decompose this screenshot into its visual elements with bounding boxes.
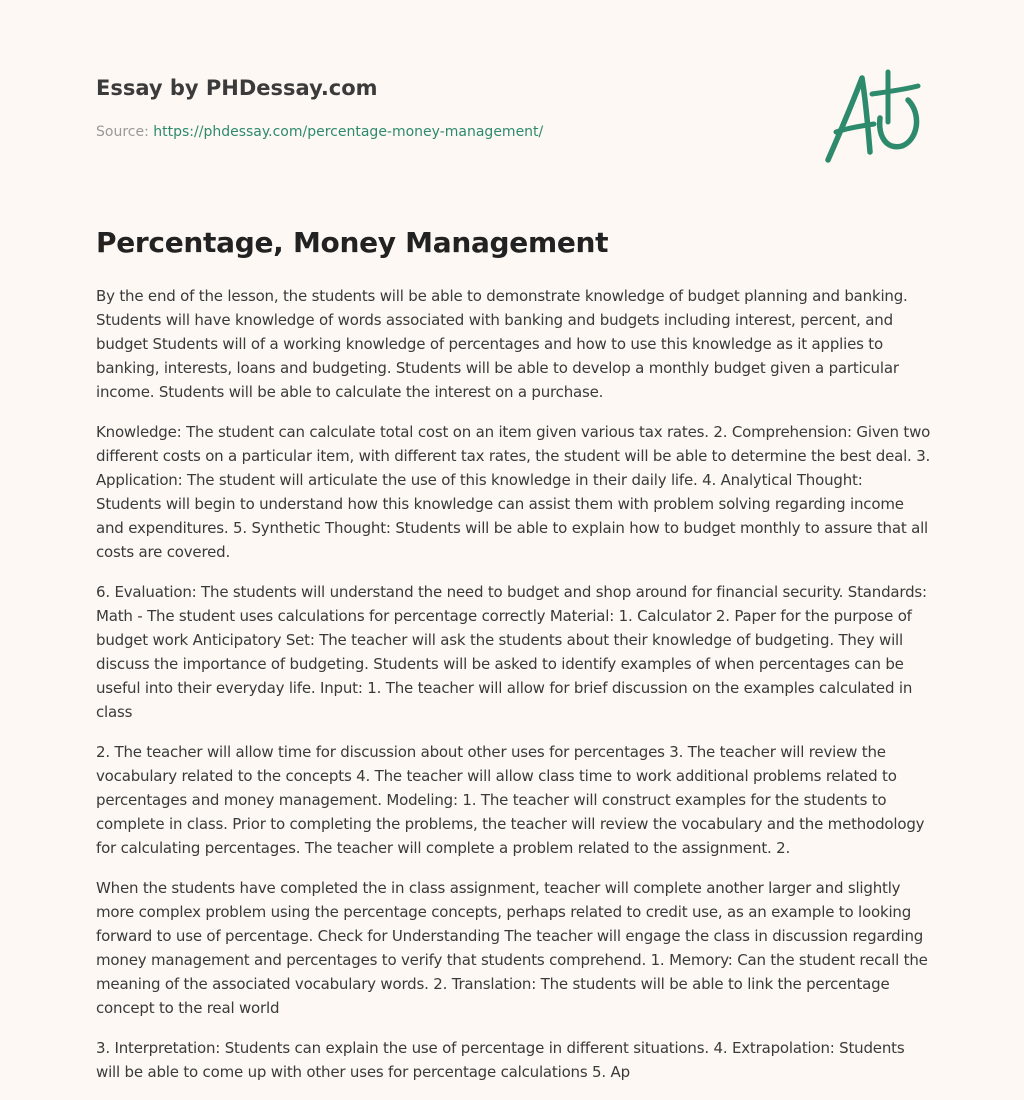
essay-paragraph: By the end of the lesson, the students will be able to demonstrate knowledge of budget planning and banking. Students will have knowledge of words associated with banking and budgets including interest, percent, and budget Students will of a working knowledge of percentages and how to use this knowledge as it applies to banking, interests, loans and budgeting. Students will be able to develop a monthly budget given a particular income. Students will be able to calculate the interest on a purchase.	[96, 287, 908, 401]
essay-paragraph: When the students have completed the in class assignment, teacher will complete another larger and slightly more complex problem using the percentage concepts, perhaps related to credit use, as an example to looking forward to use of percentage. Check for Understanding The teacher will engage the class in discussion regarding money management and percentages to verify that students comprehend. 1. Memory: Can the student recall the meaning of the associated vocabulary words. 2. Translation: The students will be able to link the percentage concept to the real world	[96, 879, 928, 1017]
essay-paragraph: 3. Interpretation: Students can explain the use of percentage in different situations. 4. Extrapolation: Students will be able to come up with other uses for percentage calculations 5. Ap	[96, 1039, 905, 1081]
essay-paragraph: 2. The teacher will allow time for discussion about other uses for percentages 3. The teacher will review the vocabulary related to the concepts 4. The teacher will allow class time to work additional problems related to percentages and money management. Modeling: 1. The teacher will construct examples for the students to complete in class. Prior to completing the problems, the teacher will review the vocabulary and the methodology for calculating percentages. The teacher will complete a problem related to the assignment. 2.	[96, 743, 925, 857]
essay-paragraph: 6. Evaluation: The students will understand the need to budget and shop around for financial security. Standards: Math - The student uses calculations for percentage correctly Material: 1. Calculator 2. Paper for the purpose of budget work Anticipatory Set: The teacher will ask the students about their knowledge of budgeting. They will discuss the importance of budgeting. Students will be asked to identify examples of when percentages can be useful into their everyday life. Input: 1. The teacher will allow for brief discussion on the examples calculated in class	[96, 583, 927, 721]
essay-title: Percentage, Money Management	[96, 226, 609, 259]
source-label: Source:	[96, 124, 149, 140]
site-title: Essay by PHDessay.com	[96, 76, 378, 100]
source-link[interactable]: https://phdessay.com/percentage-money-management/	[153, 124, 544, 140]
essay-body	[96, 284, 932, 1100]
a-plus-logo-icon	[822, 66, 926, 170]
source-line	[96, 124, 543, 140]
essay-paragraph: Knowledge: The student can calculate total cost on an item given various tax rates. 2. Comprehension: Given two different costs on a particular item, with different tax rates, the student will be able to determine the best deal. 3. Application: The student will articulate the use of this knowledge in their daily life. 4. Analytical Thought: Students will begin to understand how this knowledge can assist them with problem solving regarding income and expenditures. 5. Synthetic Thought: Students will be able to explain how to budget monthly to assure that all costs are covered.	[96, 423, 931, 561]
